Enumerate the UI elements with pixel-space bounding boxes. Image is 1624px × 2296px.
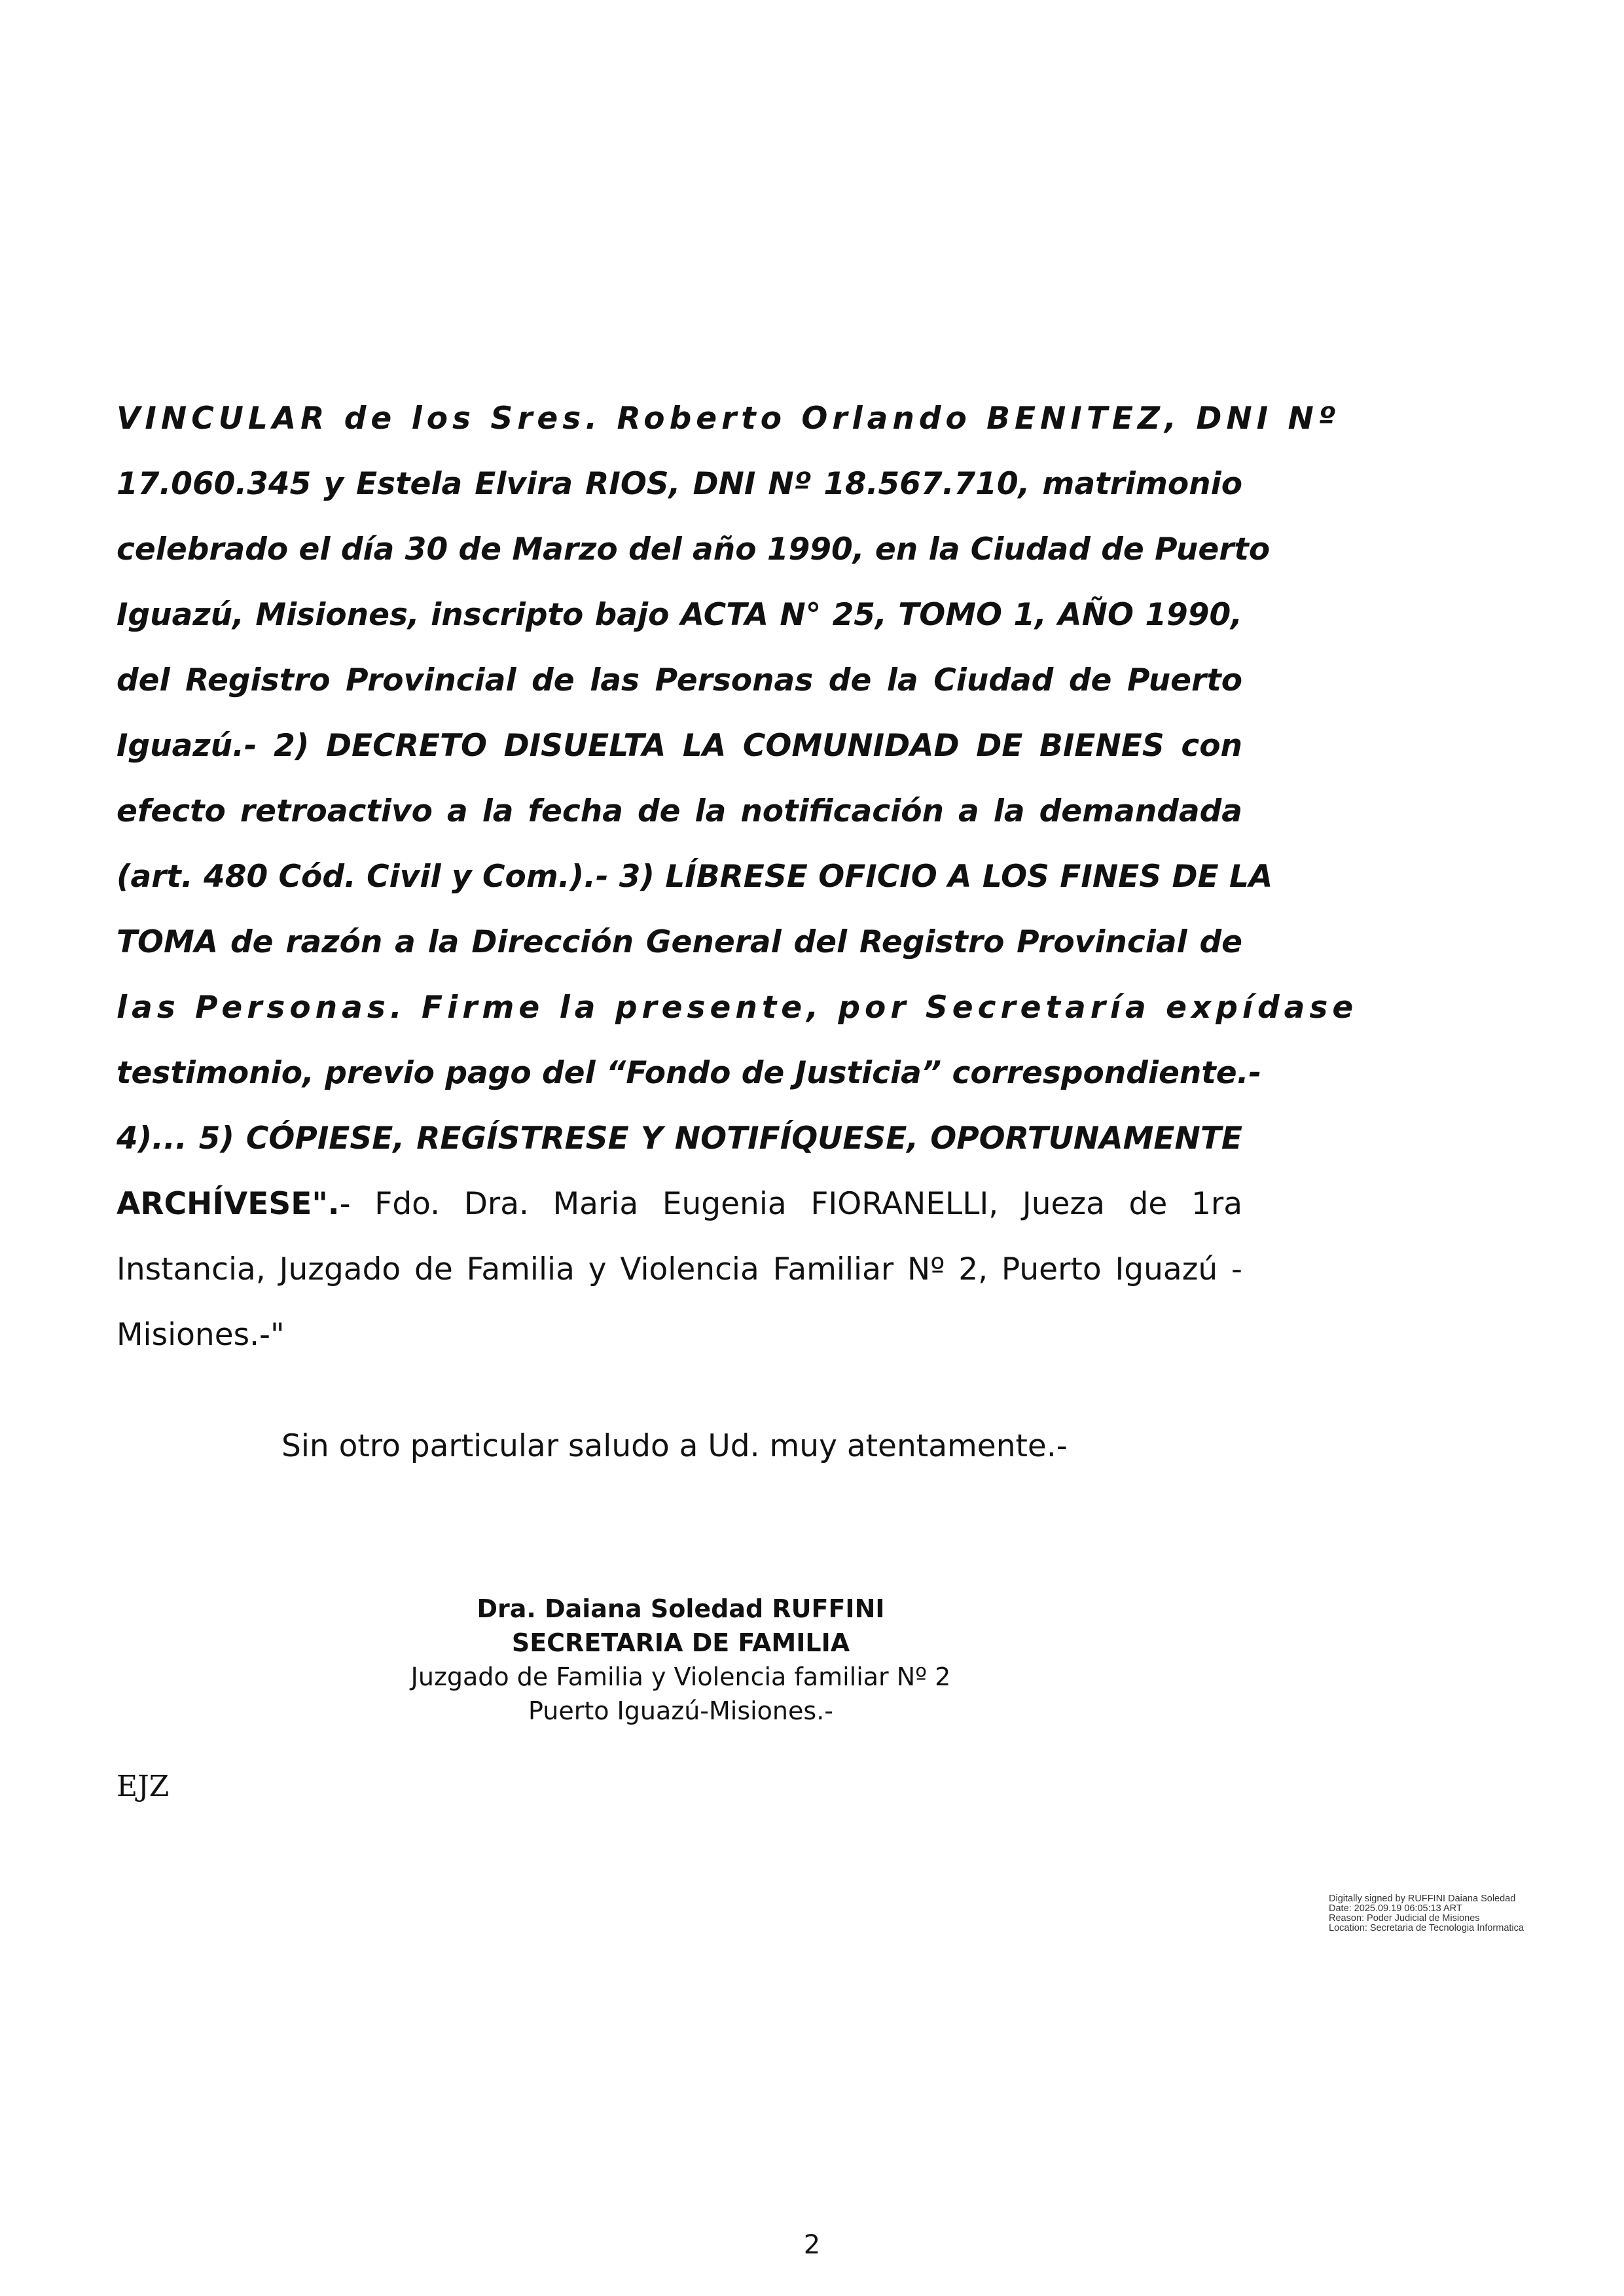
typist-initials: EJZ — [117, 1770, 170, 1803]
stamp-reason: Reason: Poder Judicial de Misiones — [1329, 1913, 1480, 1924]
page-number: 2 — [803, 2230, 821, 2260]
signer-name: Dra. Daiana Soledad RUFFINI — [477, 1594, 885, 1623]
stamp-location: Location: Secretaria de Tecnologia Informatica — [1329, 1923, 1524, 1933]
body-line-14: Instancia, Juzgado de Familia y Violencia Familiar Nº 2, Puerto Iguazú - — [117, 1251, 1242, 1287]
body-line-11: testimonio, previo pago del “Fondo de Justicia” correspondiente.- — [117, 1055, 1262, 1091]
body-line-3: celebrado el día 30 de Marzo del año 1990, en la Ciudad de Puerto — [117, 531, 1271, 567]
body-line-4: Iguazú, Misiones, inscripto bajo ACTA N° 25, TOMO 1, AÑO 1990, — [117, 597, 1242, 633]
body-line-7: efecto retroactivo a la fecha de la notificación a la demandada — [117, 793, 1242, 829]
body-line-9: TOMA de razón a la Dirección General del Registro Provincial de — [117, 924, 1242, 960]
body-line-5: del Registro Provincial de las Personas de la Ciudad de Puerto — [117, 662, 1242, 698]
body-line-2: 17.060.345 y Estela Elvira RIOS, DNI Nº 18.567.710, matrimonio — [117, 466, 1242, 502]
body-line-15: Misiones.-" — [117, 1317, 285, 1353]
digital-signature-stamp — [1329, 1894, 1525, 1933]
body-line-1: VINCULAR de los Sres. Roberto Orlando BENITEZ, DNI Nº — [117, 401, 1341, 437]
stamp-date: Date: 2025.09.19 06:05:13 ART — [1329, 1903, 1462, 1914]
body-line-12: 4)... 5) CÓPIESE, REGÍSTRESE Y NOTIFÍQUESE, OPORTUNAMENTE — [117, 1121, 1242, 1157]
body-line-6: Iguazú.- 2) DECRETO DISUELTA LA COMUNIDAD DE BIENES con — [117, 728, 1242, 764]
body-line-10: las Personas. Firme la presente, por Secretaría expídase — [117, 990, 1358, 1026]
closing-salutation: Sin otro particular saludo a Ud. muy atentamente.- — [281, 1428, 1068, 1464]
body-line-13 — [117, 1172, 1242, 1237]
signer-place: Puerto Iguazú-Misiones.- — [528, 1696, 833, 1725]
stamp-signed-by: Digitally signed by RUFFINI Daiana Soledad — [1329, 1893, 1516, 1904]
body-line-13-rest: - Fdo. Dra. Maria Eugenia FIORANELLI, Jueza de 1ra — [339, 1186, 1242, 1222]
signer-court: Juzgado de Familia y Violencia familiar Nº 2 — [410, 1662, 951, 1691]
body-line-8: (art. 480 Cód. Civil y Com.).- 3) LÍBRESE OFICIO A LOS FINES DE LA — [117, 859, 1273, 895]
signature-block — [353, 1592, 1008, 1728]
signer-title: SECRETARIA DE FAMILIA — [511, 1628, 850, 1657]
body-line-13-bold: ARCHÍVESE". — [117, 1186, 340, 1222]
